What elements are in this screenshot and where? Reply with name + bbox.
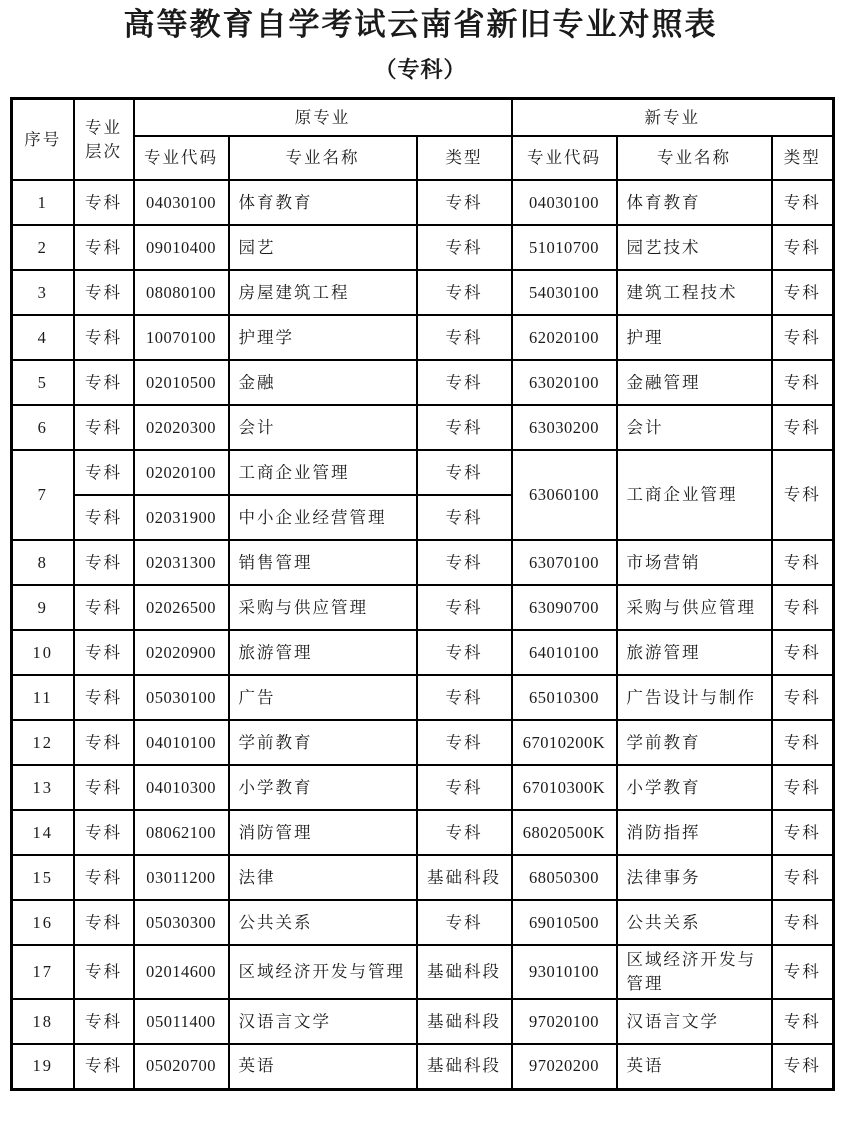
- row-number-cell: 7: [12, 450, 74, 540]
- old-type-cell: 专科: [417, 765, 512, 810]
- new-type-cell: 专科: [772, 270, 834, 315]
- new-name-cell: 法律事务: [617, 855, 772, 900]
- old-code-cell: 03011200: [134, 855, 229, 900]
- new-name-cell: 园艺技术: [617, 225, 772, 270]
- new-name-cell: 旅游管理: [617, 630, 772, 675]
- old-level-cell: 专科: [74, 270, 134, 315]
- new-type-cell: 专科: [772, 810, 834, 855]
- table-body: [12, 180, 834, 1089]
- header-row-groups: [12, 98, 834, 136]
- row-number-cell: 4: [12, 315, 74, 360]
- row-number-cell: 12: [12, 720, 74, 765]
- old-type-cell: 专科: [417, 900, 512, 945]
- old-type-cell: 专科: [417, 270, 512, 315]
- new-name-cell: 会计: [617, 405, 772, 450]
- header-new-type: 类型: [772, 136, 834, 180]
- new-name-cell: 消防指挥: [617, 810, 772, 855]
- old-type-cell: 基础科段: [417, 999, 512, 1044]
- row-number-cell: 2: [12, 225, 74, 270]
- old-code-cell: 02014600: [134, 945, 229, 999]
- old-code-cell: 08062100: [134, 810, 229, 855]
- new-code-cell: 62020100: [512, 315, 617, 360]
- new-code-cell: 68020500K: [512, 810, 617, 855]
- new-name-cell: 公共关系: [617, 900, 772, 945]
- page-subtitle: （专科）: [374, 56, 467, 82]
- old-level-cell: 专科: [74, 225, 134, 270]
- old-code-cell: 05030300: [134, 900, 229, 945]
- old-name-cell: 房屋建筑工程: [229, 270, 417, 315]
- old-type-cell: 基础科段: [417, 855, 512, 900]
- old-code-cell: 05020700: [134, 1044, 229, 1089]
- old-type-cell: 专科: [417, 450, 512, 495]
- new-code-cell: 63030200: [512, 405, 617, 450]
- table-row: [12, 450, 834, 495]
- old-name-cell: 旅游管理: [229, 630, 417, 675]
- table-row: [12, 1044, 834, 1089]
- old-code-cell: 08080100: [134, 270, 229, 315]
- old-level-cell: 专科: [74, 495, 134, 540]
- table-row: [12, 810, 834, 855]
- new-type-cell: 专科: [772, 675, 834, 720]
- old-name-cell: 中小企业经营管理: [229, 495, 417, 540]
- table-row: [12, 270, 834, 315]
- old-code-cell: 02020300: [134, 405, 229, 450]
- old-name-cell: 公共关系: [229, 900, 417, 945]
- old-type-cell: 专科: [417, 360, 512, 405]
- table-header: [12, 98, 834, 180]
- new-name-cell: 英语: [617, 1044, 772, 1089]
- table-row: [12, 315, 834, 360]
- new-code-cell: 68050300: [512, 855, 617, 900]
- old-type-cell: 专科: [417, 585, 512, 630]
- old-name-cell: 采购与供应管理: [229, 585, 417, 630]
- old-type-cell: 专科: [417, 810, 512, 855]
- old-code-cell: 02026500: [134, 585, 229, 630]
- old-code-cell: 05030100: [134, 675, 229, 720]
- old-name-cell: 广告: [229, 675, 417, 720]
- old-name-cell: 消防管理: [229, 810, 417, 855]
- row-number-cell: 19: [12, 1044, 74, 1089]
- row-number-cell: 3: [12, 270, 74, 315]
- row-number-cell: 16: [12, 900, 74, 945]
- header-new-name: 专业名称: [617, 136, 772, 180]
- old-name-cell: 金融: [229, 360, 417, 405]
- new-code-cell: 54030100: [512, 270, 617, 315]
- old-name-cell: 体育教育: [229, 180, 417, 225]
- row-number-cell: 6: [12, 405, 74, 450]
- row-number-cell: 11: [12, 675, 74, 720]
- table-row: [12, 630, 834, 675]
- old-code-cell: 02010500: [134, 360, 229, 405]
- new-code-cell: 63020100: [512, 360, 617, 405]
- old-name-cell: 汉语言文学: [229, 999, 417, 1044]
- new-name-cell: 建筑工程技术: [617, 270, 772, 315]
- old-level-cell: 专科: [74, 810, 134, 855]
- old-level-cell: 专科: [74, 945, 134, 999]
- old-level-cell: 专科: [74, 999, 134, 1044]
- new-code-cell: 63070100: [512, 540, 617, 585]
- new-type-cell: 专科: [772, 225, 834, 270]
- header-level: 专业层次: [74, 98, 134, 180]
- new-name-cell: 学前教育: [617, 720, 772, 765]
- old-code-cell: 09010400: [134, 225, 229, 270]
- new-type-cell: 专科: [772, 585, 834, 630]
- new-type-cell: 专科: [772, 180, 834, 225]
- row-number-cell: 9: [12, 585, 74, 630]
- old-name-cell: 学前教育: [229, 720, 417, 765]
- old-level-cell: 专科: [74, 675, 134, 720]
- old-name-cell: 英语: [229, 1044, 417, 1089]
- new-code-cell: 69010500: [512, 900, 617, 945]
- new-code-cell: 64010100: [512, 630, 617, 675]
- old-level-cell: 专科: [74, 180, 134, 225]
- table-row: [12, 675, 834, 720]
- new-type-cell: 专科: [772, 900, 834, 945]
- new-name-cell: 区域经济开发与管理: [617, 945, 772, 999]
- header-new-code: 专业代码: [512, 136, 617, 180]
- old-level-cell: 专科: [74, 630, 134, 675]
- table-row: [12, 180, 834, 225]
- old-level-cell: 专科: [74, 405, 134, 450]
- new-type-cell: 专科: [772, 999, 834, 1044]
- new-code-cell: 97020200: [512, 1044, 617, 1089]
- row-number-cell: 8: [12, 540, 74, 585]
- old-type-cell: 基础科段: [417, 945, 512, 999]
- old-name-cell: 园艺: [229, 225, 417, 270]
- new-code-cell: 93010100: [512, 945, 617, 999]
- table-row: [12, 855, 834, 900]
- old-level-cell: 专科: [74, 765, 134, 810]
- new-name-cell: 体育教育: [617, 180, 772, 225]
- table-row: [12, 999, 834, 1044]
- new-type-cell: 专科: [772, 360, 834, 405]
- old-level-cell: 专科: [74, 585, 134, 630]
- table-row: [12, 765, 834, 810]
- row-number-cell: 1: [12, 180, 74, 225]
- old-level-cell: 专科: [74, 855, 134, 900]
- header-old-name: 专业名称: [229, 136, 417, 180]
- new-code-cell: 51010700: [512, 225, 617, 270]
- old-level-cell: 专科: [74, 900, 134, 945]
- old-name-cell: 区域经济开发与管理: [229, 945, 417, 999]
- old-type-cell: 基础科段: [417, 1044, 512, 1089]
- old-type-cell: 专科: [417, 180, 512, 225]
- old-level-cell: 专科: [74, 360, 134, 405]
- old-level-cell: 专科: [74, 540, 134, 585]
- old-code-cell: 04010300: [134, 765, 229, 810]
- row-number-cell: 17: [12, 945, 74, 999]
- table-row: [12, 225, 834, 270]
- old-name-cell: 工商企业管理: [229, 450, 417, 495]
- new-name-cell: 工商企业管理: [617, 450, 772, 540]
- major-comparison-table: [10, 97, 835, 1091]
- row-number-cell: 14: [12, 810, 74, 855]
- new-name-cell: 广告设计与制作: [617, 675, 772, 720]
- old-level-cell: 专科: [74, 450, 134, 495]
- new-name-cell: 采购与供应管理: [617, 585, 772, 630]
- page-title: 高等教育自学考试云南省新旧专业对照表: [123, 7, 718, 42]
- table-row: [12, 900, 834, 945]
- new-type-cell: 专科: [772, 1044, 834, 1089]
- old-code-cell: 10070100: [134, 315, 229, 360]
- old-type-cell: 专科: [417, 675, 512, 720]
- old-code-cell: 02020900: [134, 630, 229, 675]
- old-name-cell: 会计: [229, 405, 417, 450]
- new-name-cell: 小学教育: [617, 765, 772, 810]
- old-name-cell: 法律: [229, 855, 417, 900]
- table-row: [12, 720, 834, 765]
- old-code-cell: 04010100: [134, 720, 229, 765]
- old-code-cell: 02031300: [134, 540, 229, 585]
- new-type-cell: 专科: [772, 855, 834, 900]
- new-name-cell: 市场营销: [617, 540, 772, 585]
- new-code-cell: 97020100: [512, 999, 617, 1044]
- new-name-cell: 金融管理: [617, 360, 772, 405]
- header-row-columns: [12, 136, 834, 180]
- old-type-cell: 专科: [417, 540, 512, 585]
- table-row: [12, 540, 834, 585]
- old-name-cell: 销售管理: [229, 540, 417, 585]
- new-code-cell: 63090700: [512, 585, 617, 630]
- table-row: [12, 945, 834, 999]
- new-code-cell: 67010300K: [512, 765, 617, 810]
- new-type-cell: 专科: [772, 630, 834, 675]
- new-type-cell: 专科: [772, 405, 834, 450]
- header-old-group: 原专业: [134, 98, 512, 136]
- old-code-cell: 02020100: [134, 450, 229, 495]
- old-type-cell: 专科: [417, 315, 512, 360]
- old-type-cell: 专科: [417, 630, 512, 675]
- table-row: [12, 585, 834, 630]
- new-name-cell: 汉语言文学: [617, 999, 772, 1044]
- row-number-cell: 15: [12, 855, 74, 900]
- old-code-cell: 04030100: [134, 180, 229, 225]
- row-number-cell: 18: [12, 999, 74, 1044]
- old-level-cell: 专科: [74, 1044, 134, 1089]
- new-type-cell: 专科: [772, 315, 834, 360]
- header-old-type: 类型: [417, 136, 512, 180]
- new-type-cell: 专科: [772, 945, 834, 999]
- new-type-cell: 专科: [772, 450, 834, 540]
- new-name-cell: 护理: [617, 315, 772, 360]
- new-type-cell: 专科: [772, 540, 834, 585]
- old-type-cell: 专科: [417, 225, 512, 270]
- old-name-cell: 小学教育: [229, 765, 417, 810]
- new-code-cell: 65010300: [512, 675, 617, 720]
- old-level-cell: 专科: [74, 720, 134, 765]
- row-number-cell: 13: [12, 765, 74, 810]
- table-row: [12, 405, 834, 450]
- old-type-cell: 专科: [417, 720, 512, 765]
- row-number-cell: 5: [12, 360, 74, 405]
- table-row: [12, 360, 834, 405]
- old-code-cell: 05011400: [134, 999, 229, 1044]
- new-type-cell: 专科: [772, 765, 834, 810]
- new-code-cell: 63060100: [512, 450, 617, 540]
- header-new-group: 新专业: [512, 98, 834, 136]
- header-no: 序号: [12, 98, 74, 180]
- old-code-cell: 02031900: [134, 495, 229, 540]
- new-code-cell: 67010200K: [512, 720, 617, 765]
- row-number-cell: 10: [12, 630, 74, 675]
- new-code-cell: 04030100: [512, 180, 617, 225]
- old-level-cell: 专科: [74, 315, 134, 360]
- old-name-cell: 护理学: [229, 315, 417, 360]
- old-type-cell: 专科: [417, 405, 512, 450]
- header-old-code: 专业代码: [134, 136, 229, 180]
- new-type-cell: 专科: [772, 720, 834, 765]
- old-type-cell: 专科: [417, 495, 512, 540]
